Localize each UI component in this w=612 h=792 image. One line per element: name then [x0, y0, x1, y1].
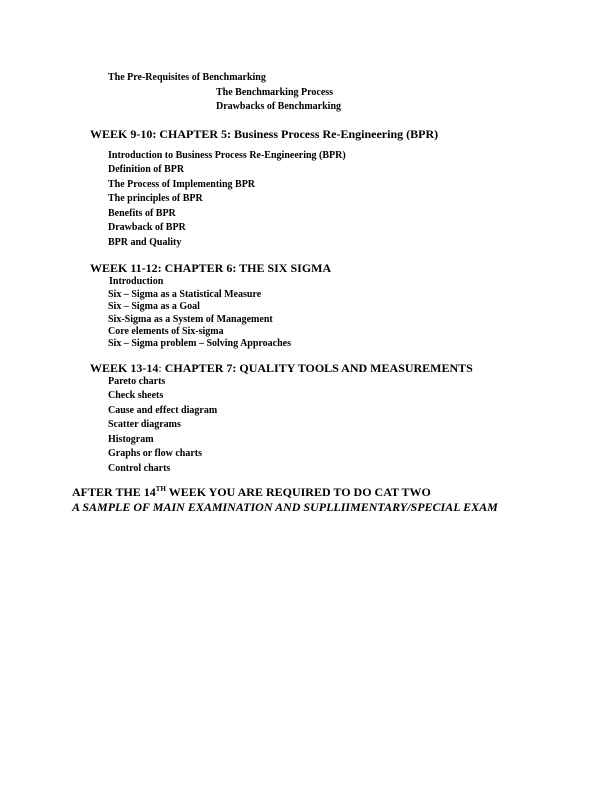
list-item: Six – Sigma problem – Solving Approaches — [108, 338, 291, 349]
heading-week-label: WEEK 13-14 — [90, 361, 159, 375]
benchmarking-item: Drawbacks of Benchmarking — [216, 101, 342, 112]
cat-notice — [72, 485, 431, 500]
benchmarking-item: The Benchmarking Process — [216, 87, 334, 98]
list-item: Benefits of BPR — [108, 208, 176, 219]
list-item: Pareto charts — [108, 376, 166, 387]
list-item: BPR and Quality — [108, 237, 182, 248]
list-item: Introduction to Business Process Re-Engineering (BPR) — [108, 150, 346, 161]
list-item: Cause and effect diagram — [108, 405, 218, 416]
list-item: Core elements of Six-sigma — [108, 326, 224, 337]
section-heading — [90, 361, 473, 376]
list-item: The principles of BPR — [108, 193, 203, 204]
list-item: Definition of BPR — [108, 164, 185, 175]
list-item: Introduction — [109, 276, 164, 287]
list-item: Six – Sigma as a Statistical Measure — [108, 289, 262, 300]
list-item: Six – Sigma as a Goal — [108, 301, 200, 312]
list-item: Graphs or flow charts — [108, 448, 202, 459]
cat-notice-post: WEEK YOU ARE REQUIRED TO DO CAT TWO — [165, 485, 431, 499]
list-item: The Process of Implementing BPR — [108, 179, 256, 190]
list-item: Check sheets — [108, 390, 164, 401]
list-item: Control charts — [108, 463, 171, 474]
section-heading: WEEK 9-10: CHAPTER 5: Business Process Re-Engineering (BPR) — [90, 127, 439, 141]
list-item: Drawback of BPR — [108, 222, 186, 233]
sample-exam-title: A SAMPLE OF MAIN EXAMINATION AND SUPLLIIMENTARY/SPECIAL EXAM — [72, 500, 498, 514]
heading-chapter-label: CHAPTER 7: QUALITY TOOLS AND MEASUREMENTS — [161, 361, 473, 375]
list-item: Histogram — [108, 434, 154, 445]
section-heading: WEEK 11-12: CHAPTER 6: THE SIX SIGMA — [90, 261, 332, 275]
list-item: Six-Sigma as a System of Management — [108, 314, 273, 325]
heading-colon: : — [158, 361, 162, 375]
cat-notice-superscript: TH — [155, 485, 166, 493]
list-item: Scatter diagrams — [108, 419, 181, 430]
cat-notice-pre: AFTER THE 14 — [72, 485, 156, 499]
benchmarking-item: The Pre-Requisites of Benchmarking — [108, 72, 266, 83]
